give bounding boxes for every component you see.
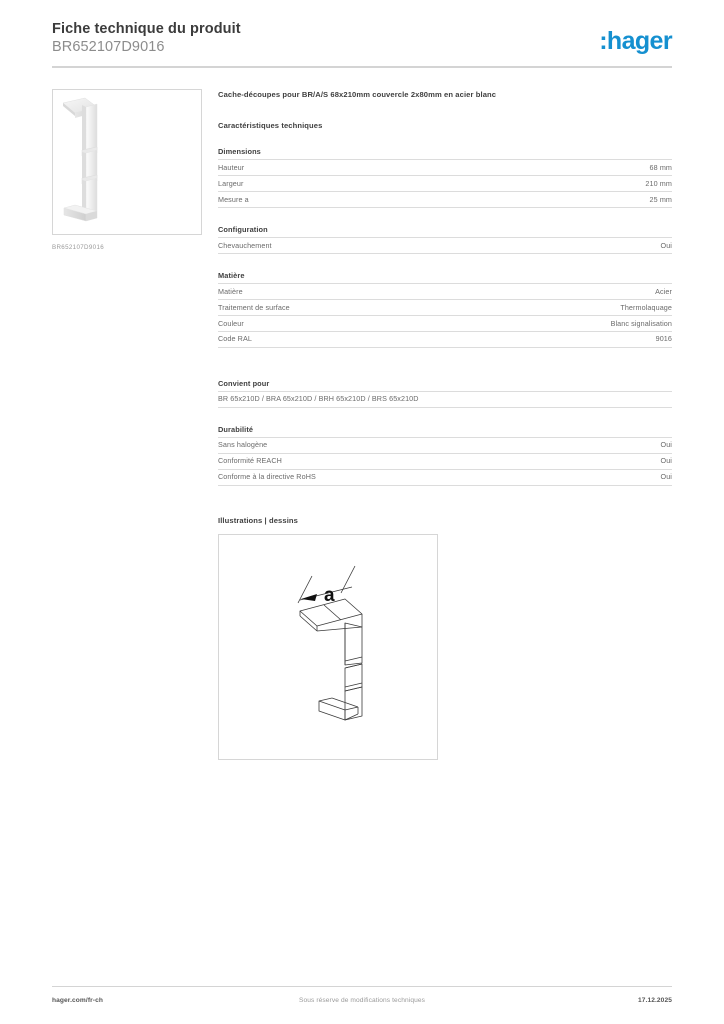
table-row — [218, 438, 672, 454]
spec-label: Conforme à la directive RoHS — [218, 472, 316, 482]
table-row — [218, 300, 672, 316]
table-row — [218, 238, 672, 254]
product-description: Cache-découpes pour BR/A/S 68x210mm couvercle 2x80mm en acier blanc — [218, 90, 497, 99]
spec-label: Code RAL — [218, 334, 252, 344]
page-header — [52, 20, 672, 66]
spec-group-title: Convient pour — [218, 379, 672, 392]
spec-value: 68 mm — [649, 162, 672, 172]
spec-group-configuration — [218, 225, 672, 254]
dimension-label-a: a — [324, 584, 335, 606]
spec-group-material — [218, 271, 672, 348]
product-photo — [52, 89, 202, 235]
technical-characteristics-heading: Caractéristiques techniques — [218, 121, 323, 130]
page-title: Fiche technique du produit — [52, 21, 241, 37]
table-row — [218, 332, 672, 348]
technical-drawing — [218, 534, 438, 760]
spec-value: 9016 — [655, 334, 672, 344]
spec-value: Oui — [660, 440, 672, 450]
spec-label: Hauteur — [218, 162, 245, 172]
spec-label: Traitement de surface — [218, 302, 290, 312]
spec-group-title: Matière — [218, 271, 672, 284]
spec-label: Couleur — [218, 318, 244, 328]
spec-label: Sans halogène — [218, 440, 268, 450]
technical-drawing-image — [219, 535, 437, 759]
hager-logo: :hager — [599, 27, 672, 55]
spec-group-title: Configuration — [218, 225, 672, 238]
page-footer — [52, 997, 672, 1011]
table-row — [218, 160, 672, 176]
spec-value: 25 mm — [649, 194, 672, 204]
footer-divider — [52, 986, 672, 987]
spec-group-sustainability — [218, 425, 672, 486]
table-row — [218, 192, 672, 208]
table-row — [218, 470, 672, 486]
spec-label: Matière — [218, 286, 243, 296]
table-row — [218, 454, 672, 470]
spec-label: Chevauchement — [218, 240, 272, 250]
spec-label: Conformité REACH — [218, 456, 282, 466]
spec-group-suitable-for — [218, 379, 672, 408]
spec-group-title: Durabilité — [218, 425, 672, 438]
product-photo-caption: BR652107D9016 — [52, 244, 105, 251]
spec-value: Blanc signalisation — [610, 318, 672, 328]
spec-value: Acier — [655, 286, 672, 296]
spec-label: Mesure a — [218, 194, 249, 204]
spec-label: BR 65x210D / BRA 65x210D / BRH 65x210D / BRS 65x210D — [218, 394, 419, 404]
illustrations-heading: Illustrations | dessins — [218, 515, 298, 525]
page-subtitle-article-number: BR652107D9016 — [52, 39, 165, 55]
table-row — [218, 176, 672, 192]
spec-value: 210 mm — [645, 178, 672, 188]
spec-group-dimensions — [218, 147, 672, 208]
footer-website-link[interactable]: hager.com/fr-ch — [52, 997, 103, 1004]
content-column — [218, 89, 672, 760]
spec-value: Thermolaquage — [620, 302, 672, 312]
spec-value: Oui — [660, 456, 672, 466]
table-row — [218, 284, 672, 300]
spec-value: Oui — [660, 472, 672, 482]
spec-group-title: Dimensions — [218, 147, 672, 160]
spec-value: Oui — [660, 240, 672, 250]
footer-date: 17.12.2025 — [637, 997, 672, 1004]
footer-disclaimer: Sous réserve de modifications techniques — [298, 997, 426, 1004]
header-divider — [52, 66, 672, 68]
spec-label: Largeur — [218, 178, 244, 188]
product-photo-image — [53, 90, 201, 234]
table-row — [218, 316, 672, 332]
table-row — [218, 392, 672, 408]
